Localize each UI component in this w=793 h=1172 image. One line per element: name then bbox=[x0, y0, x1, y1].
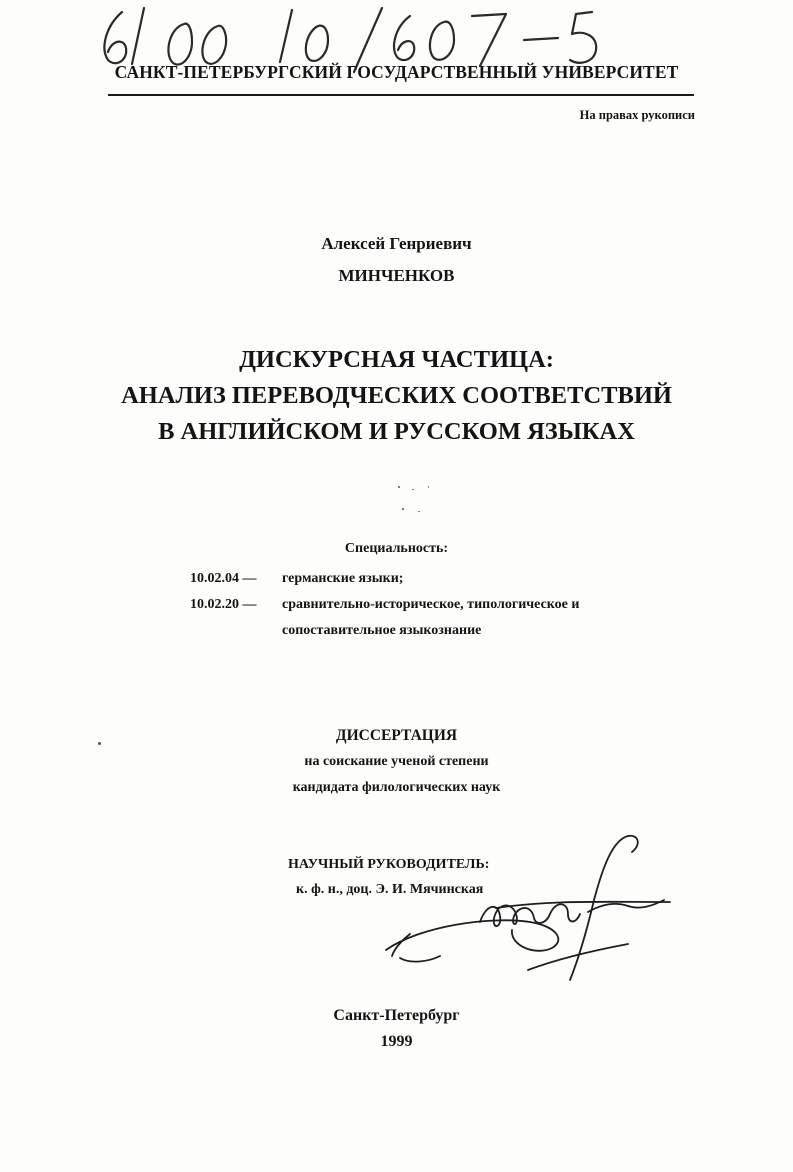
scan-speck bbox=[398, 486, 400, 488]
dissertation-label: ДИССЕРТАЦИЯ bbox=[335, 727, 458, 744]
author-given-names: Алексей Генриевич bbox=[321, 234, 472, 253]
specialty-item bbox=[190, 592, 579, 618]
header-divider bbox=[108, 94, 694, 96]
city: Санкт-Петербург bbox=[333, 1007, 460, 1024]
advisor-name: к. ф. н., доц. Э. И. Мячинская bbox=[296, 882, 484, 897]
specialty-heading: Специальность: bbox=[344, 541, 449, 556]
degree-line-2: кандидата филологических наук bbox=[292, 780, 501, 795]
scan-speck bbox=[418, 511, 420, 512]
specialty-text-continuation: сопоставительное языкознание bbox=[282, 623, 482, 638]
advisor-heading: НАУЧНЫЙ РУКОВОДИТЕЛЬ: bbox=[288, 857, 490, 872]
scan-speck bbox=[428, 486, 429, 488]
city-and-year bbox=[0, 1003, 793, 1055]
rights-note: На правах рукописи bbox=[579, 108, 695, 122]
specialty-code: 10.02.04 — bbox=[190, 571, 257, 586]
title-line-3: В АНГЛИЙСКОМ И РУССКОМ ЯЗЫКАХ bbox=[158, 418, 635, 445]
dissertation-title bbox=[0, 342, 793, 450]
year: 1999 bbox=[380, 1033, 413, 1050]
specialty-item bbox=[190, 566, 579, 592]
specialty-code: 10.02.20 — bbox=[190, 597, 257, 612]
specialty-text: германские языки; bbox=[282, 571, 404, 586]
university-name: САНКТ-ПЕТЕРБУРГСКИЙ ГОСУДАРСТВЕННЫЙ УНИВЕРСИТЕТ bbox=[114, 62, 679, 82]
specialty-list bbox=[190, 566, 579, 644]
dissertation-block bbox=[0, 723, 793, 801]
author-surname: МИНЧЕНКОВ bbox=[338, 266, 455, 285]
scan-speck bbox=[412, 489, 414, 490]
advisor-signature bbox=[380, 830, 700, 990]
scan-speck bbox=[402, 508, 404, 510]
title-line-2: АНАЛИЗ ПЕРЕВОДЧЕСКИХ СООТВЕТСТВИЙ bbox=[121, 382, 672, 409]
specialty-text: сравнительно-историческое, типологическое и bbox=[282, 597, 580, 612]
title-line-1: ДИСКУРСНАЯ ЧАСТИЦА: bbox=[239, 346, 554, 373]
degree-line-1: на соискание ученой степени bbox=[304, 754, 489, 769]
